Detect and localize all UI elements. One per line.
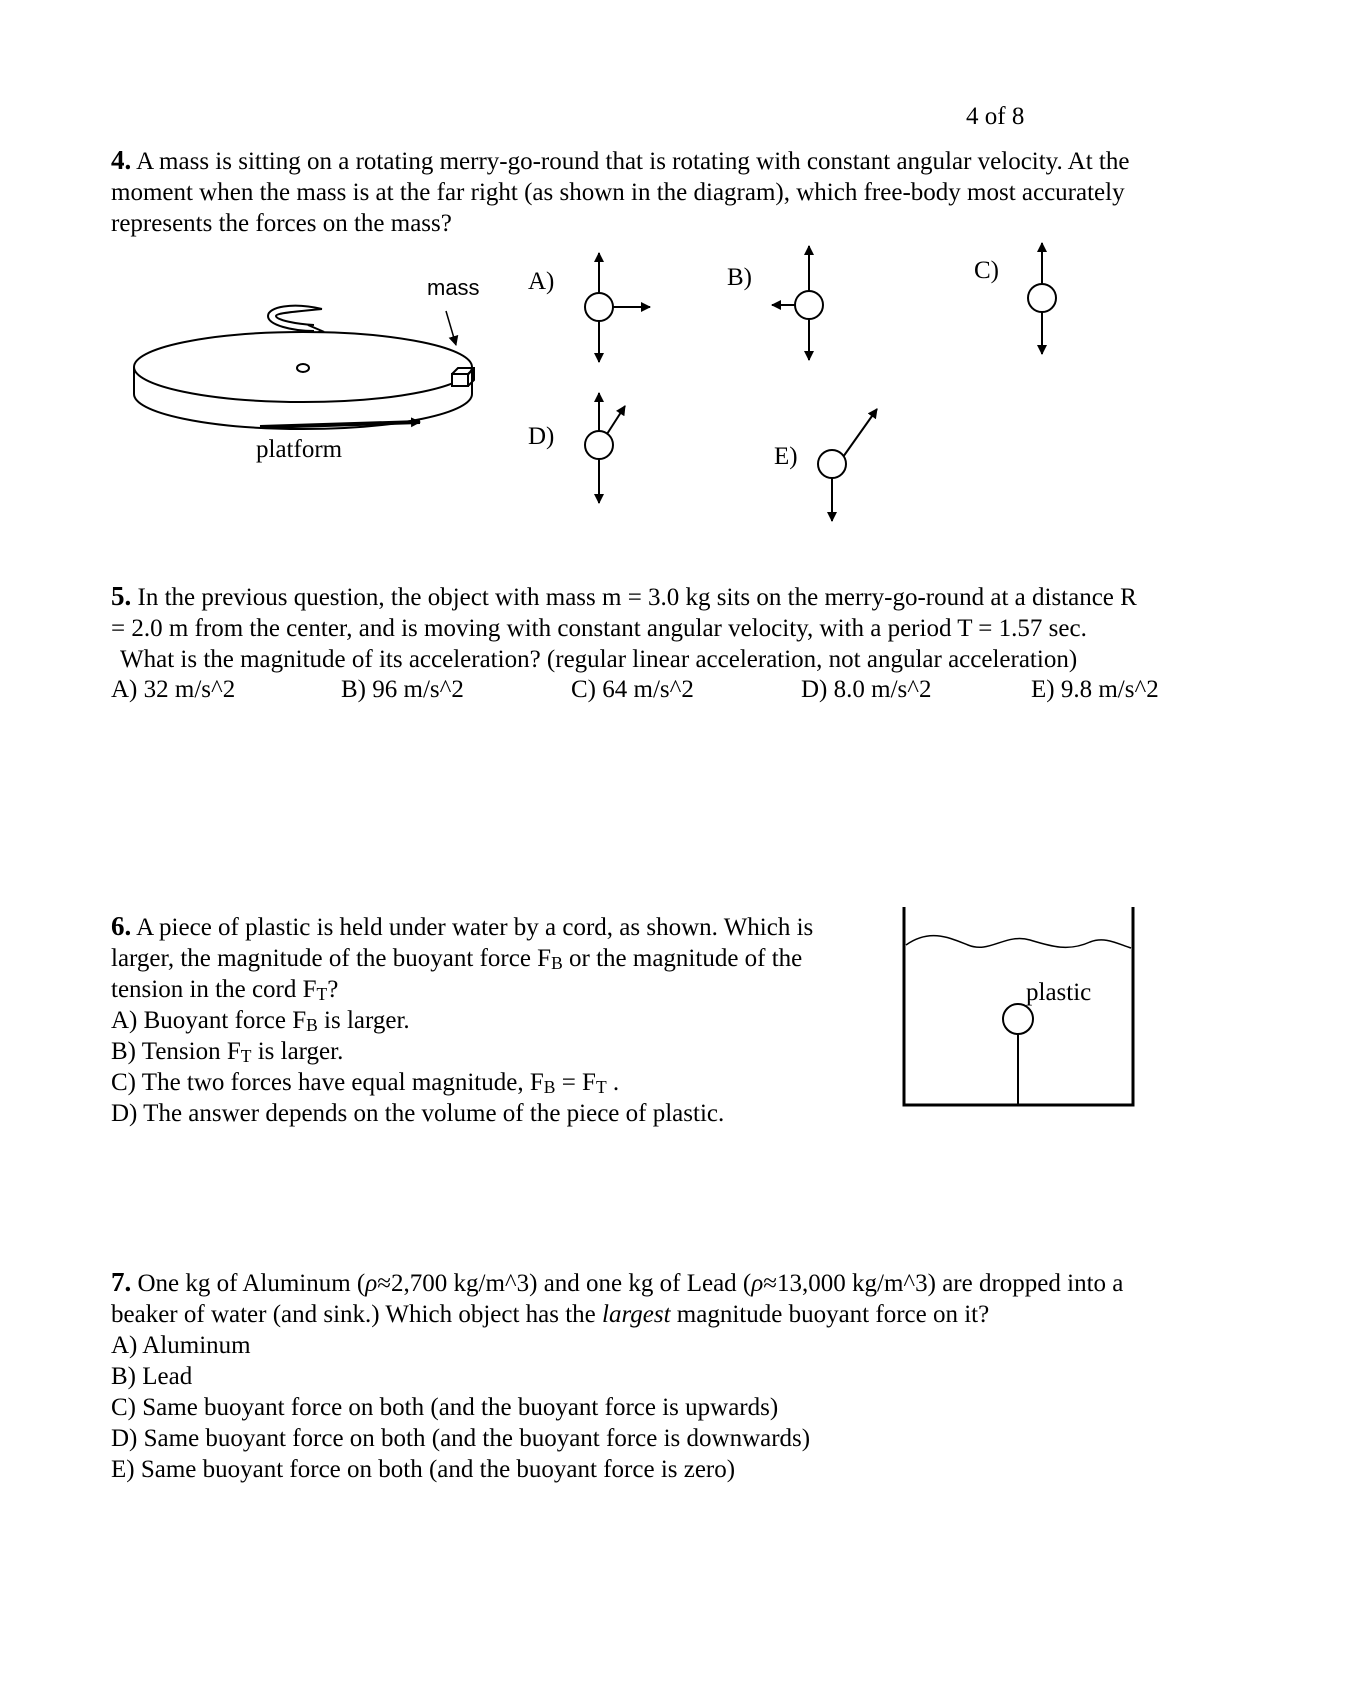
question-5-text — [111, 581, 1137, 675]
q5-option-d: D) 8.0 m/s^2 — [801, 676, 932, 703]
question-number: 6. — [111, 911, 132, 941]
question-7-text: 7. One kg of Aluminum (ρ≈2,700 kg/m^3) and one kg of Lead (ρ≈13,000 kg/m^3) are dropped into a beaker of water (and sink.) Which object has the largest magnitude buoyant force on it? A) Aluminum B) Lead C) Same buoyant force on both (and the buoyant force is upwards) D) Same buoyant force on both (and the buoyant force is downwards) E) Same buoyant force on both (and the buoyant force is zero) — [111, 1267, 1124, 1483]
question-number: 7. — [111, 1267, 132, 1297]
mass-pointer-arrow-icon — [446, 311, 456, 345]
q5-line-1: In the previous question, the object with mass m = 3.0 kg sits on the merry-go-round at a distance R — [137, 584, 1137, 611]
free-body-e — [818, 409, 877, 521]
question-number: 4. — [111, 145, 132, 175]
choice-e-label: E) — [774, 443, 798, 470]
q5-line-3: What is the magnitude of its acceleration? (regular linear acceleration, not angular acceleration) — [120, 646, 1078, 673]
q6-option-d: D) The answer depends on the volume of the piece of plastic. — [111, 1100, 725, 1127]
choice-d-label: D) — [528, 423, 555, 450]
mass-label: mass — [427, 275, 480, 300]
plastic-label: plastic — [1026, 979, 1092, 1006]
q7-option-d: D) Same buoyant force on both (and the buoyant force is downwards) — [111, 1425, 811, 1452]
q7-option-a: A) Aluminum — [111, 1332, 251, 1359]
question-6-text — [111, 911, 813, 1129]
free-body-a — [585, 253, 650, 362]
q6-option-a: A) Buoyant force $F_B$ is larger. — [111, 1007, 410, 1035]
q4-line-3: represents the forces on the mass? — [111, 210, 452, 237]
q4-line-1: A mass is sitting on a rotating merry-go-round that is rotating with constant angular velocity. At the — [136, 148, 1130, 175]
q5-option-b: B) 96 m/s^2 — [341, 676, 464, 703]
q5-option-c: C) 64 m/s^2 — [571, 676, 694, 703]
free-body-b — [772, 246, 823, 360]
choice-a-label: A) — [528, 268, 555, 295]
beaker — [904, 907, 1133, 1105]
q5-option-a: A) 32 m/s^2 — [111, 676, 236, 703]
question-number: 5. — [111, 581, 132, 611]
free-body-c — [1028, 243, 1056, 354]
q5-line-2: = 2.0 m from the center, and is moving with constant angular velocity, with a period T = 1.57 sec. — [111, 615, 1087, 642]
q6-line-2: larger, the magnitude of the buoyant force $F_B$ or the magnitude of the — [111, 945, 803, 973]
motion-arrow-icon — [260, 422, 420, 427]
q6-line-3: tension in the cord $F_T$? — [111, 976, 339, 1004]
choice-c-label: C) — [974, 257, 999, 284]
q4-line-2: moment when the mass is at the far right (as shown in the diagram), which free-body most accurately — [111, 179, 1125, 206]
q7-option-b: B) Lead — [111, 1363, 193, 1390]
q6-line-1: A piece of plastic is held under water by a cord, as shown. Which is — [136, 914, 814, 941]
platform-disk — [134, 332, 472, 429]
q7-option-e: E) Same buoyant force on both (and the buoyant force is zero) — [111, 1456, 736, 1483]
choice-b-label: B) — [727, 264, 752, 291]
free-body-d — [585, 393, 625, 503]
q5-option-e: E) 9.8 m/s^2 — [1031, 676, 1159, 703]
platform-label: platform — [256, 436, 343, 463]
q6-option-c: C) The two forces have equal magnitude, $F_B = F_T$ . — [111, 1069, 620, 1097]
page-number: 4 of 8 — [966, 103, 1025, 130]
q7-option-c: C) Same buoyant force on both (and the buoyant force is upwards) — [111, 1394, 779, 1421]
q6-option-b: B) Tension $F_T$ is larger. — [111, 1038, 344, 1066]
q7-line-2: beaker of water (and sink.) Which object has the largest magnitude buoyant force on it? — [111, 1301, 990, 1328]
